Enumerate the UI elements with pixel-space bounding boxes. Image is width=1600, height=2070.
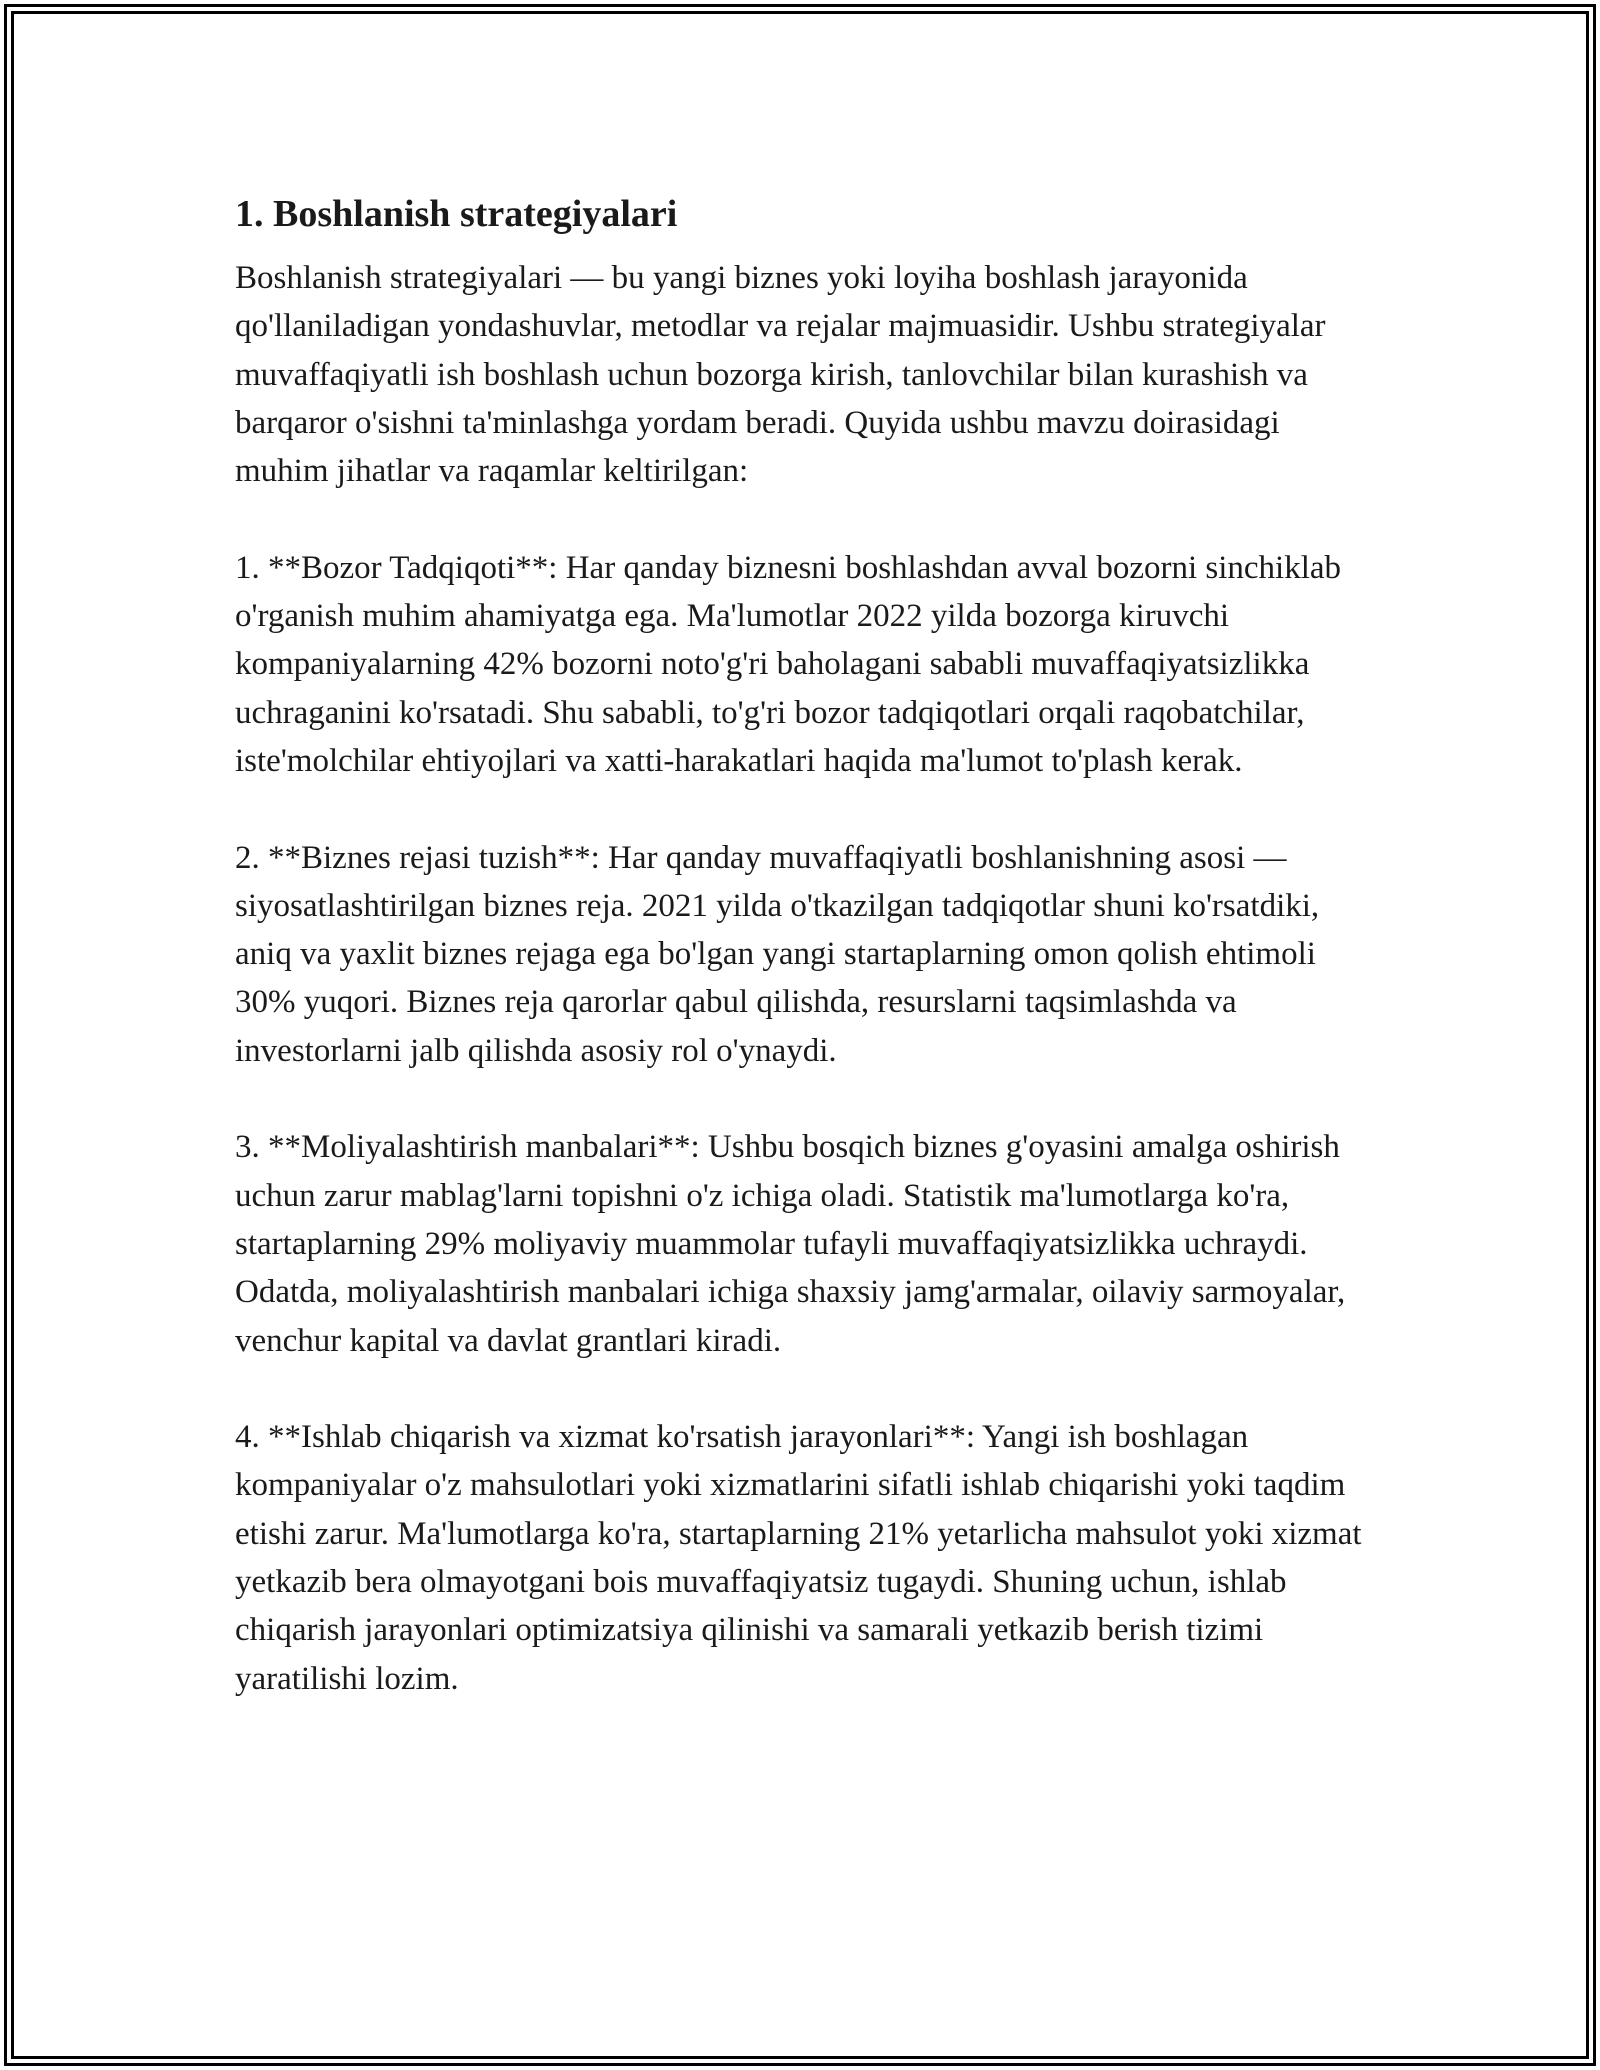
paragraph-business-plan: 2. **Biznes rejasi tuzish**: Har qanday muvaffaqiyatli boshlanishning asosi — siyosatlashtirilgan biznes reja. 2021 yilda o'tkazilgan tadqiqotlar shuni ko'rsatdiki, aniq va yaxlit biznes rejaga ega bo'lgan yangi startaplarning omon qolish ehtimoli 30% yuqori. Biznes reja qarorlar qabul qilishda, resurslarni taqsimlashda va investorlarni jalb qilishda asosiy rol o'ynaydi. <box>235 839 1320 1069</box>
paragraph-production-processes: 4. **Ishlab chiqarish va xizmat ko'rsatish jarayonlari**: Yangi ish boshlagan kompaniyalar o'z mahsulotlari yoki xizmatlarini sifatli ishlab chiqarishi yoki taqdim etishi zarur. Ma'lumotlarga ko'ra, startaplarning 21% yetarlicha mahsulot yoki xizmat yetkazib bera olmayotgani bois muvaffaqiyatsiz tugaydi. Shuning uchun, ishlab chiqarish jarayonlari optimizatsiya qilinishi va samarali yetkazib berish tizimi yaratilishi lozim. <box>235 1419 1362 1697</box>
document-body <box>235 186 1370 1751</box>
section-title: 1. Boshlanish strategiyalari <box>235 193 678 235</box>
paragraph-market-research: 1. **Bozor Tadqiqoti**: Har qanday biznesni boshlashdan avval bozorni sinchiklab o'rganish muhim ahamiyatga ega. Ma'lumotlar 2022 yilda bozorga kiruvchi kompaniyalarning 42% bozorni noto'g'ri baholagani sababli muvaffaqiyatsizlikka uchraganini ko'rsatadi. Shu sababli, to'g'ri bozor tadqiqotlari orqali raqobatchilar, iste'molchilar ehtiyojlari va xatti-harakatlari haqida ma'lumot to'plash kerak. <box>235 549 1342 779</box>
paragraph-funding-sources: 3. **Moliyalashtirish manbalari**: Ushbu bosqich biznes g'oyasini amalga oshirish uchun zarur mablag'larni topishni o'z ichiga oladi. Statistik ma'lumotlarga ko'ra, startaplarning 29% moliyaviy muammolar tufayli muvaffaqiyatsizlikka uchraydi. Odatda, moliyalashtirish manbalari ichiga shaxsiy jamg'armalar, oilaviy sarmoyalar, venchur kapital va davlat grantlari kiradi. <box>235 1129 1346 1359</box>
intro-paragraph: Boshlanish strategiyalari — bu yangi biznes yoki loyiha boshlash jarayonida qo'llaniladigan yondashuvlar, metodlar va rejalar majmuasidir. Ushbu strategiyalar muvaffaqiyatli ish boshlash uchun bozorga kirish, tanlovchilar bilan kurashish va barqaror o'sishni ta'minlashga yordam beradi. Quyida ushbu mavzu doirasidagi muhim jihatlar va raqamlar keltirilgan: <box>235 260 1326 490</box>
